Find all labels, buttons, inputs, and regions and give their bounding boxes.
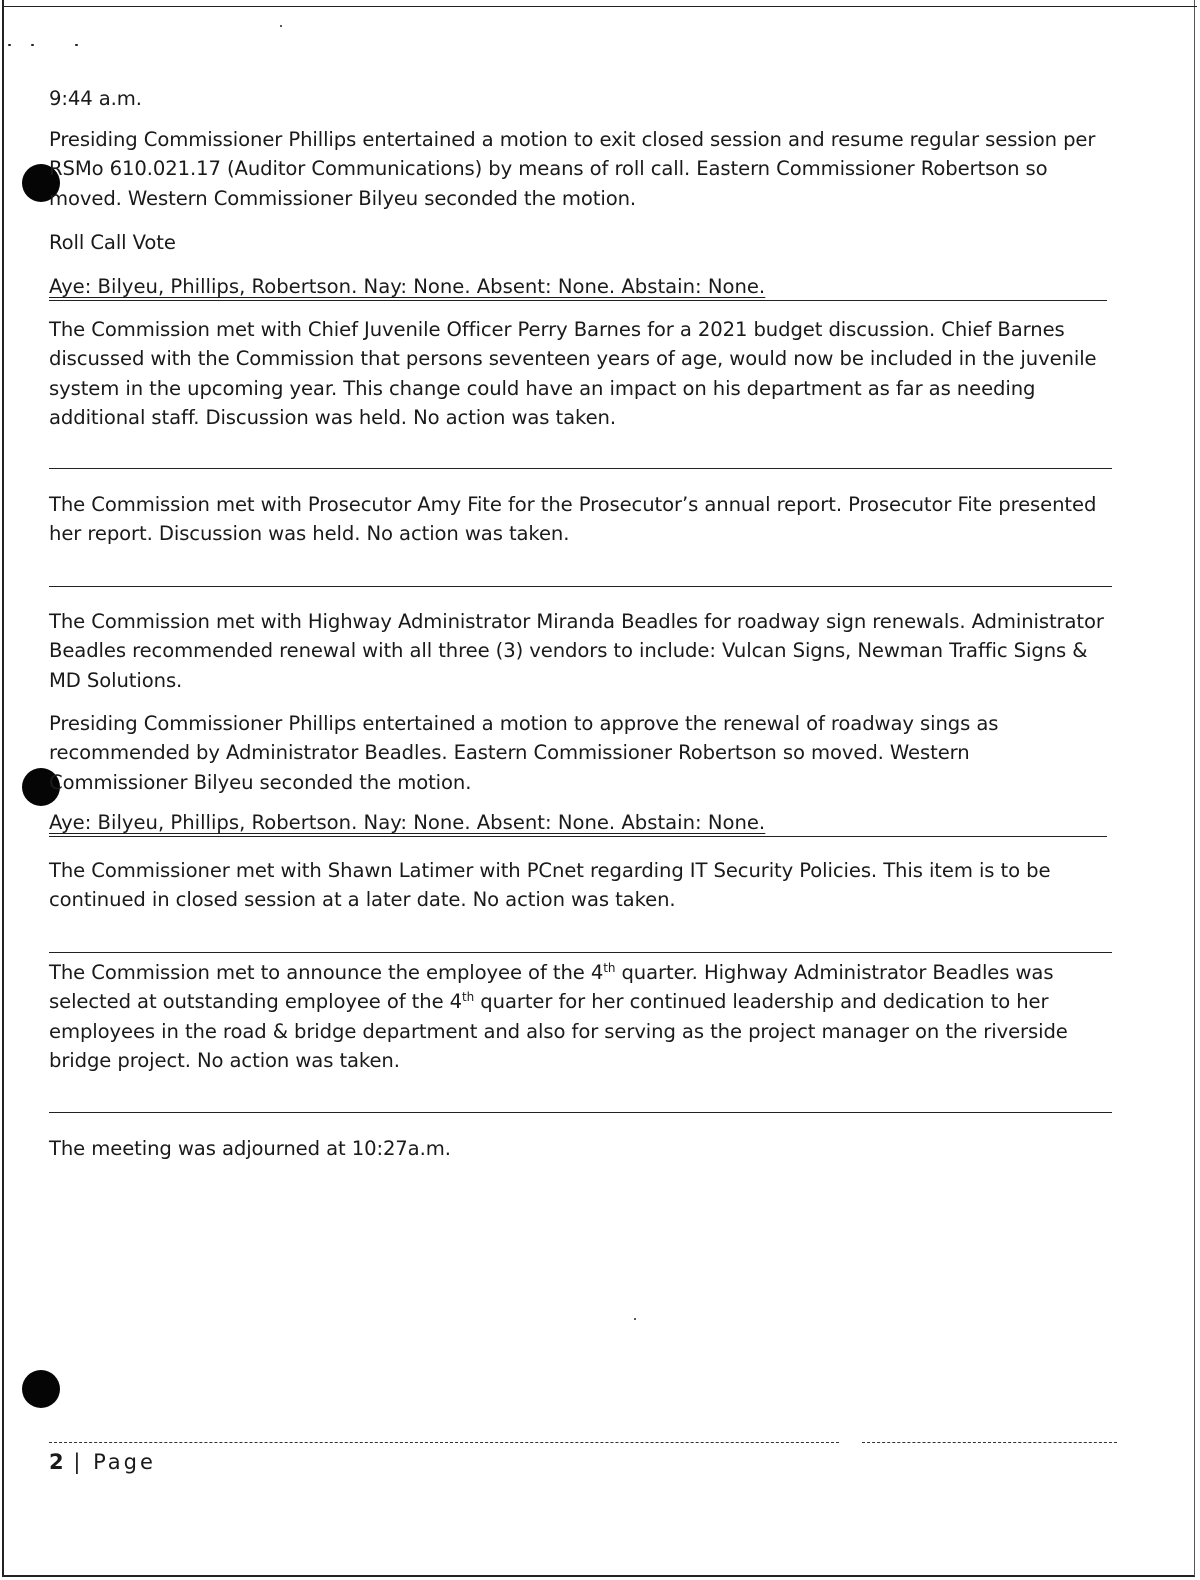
paragraph-prosecutor: The Commission met with Prosecutor Amy Fite for the Prosecutor’s annual report. Prosecutor Fite presented her report. Discussion was held. No action was taken. — [49, 493, 1097, 546]
vote-result-1-text: Aye: Bilyeu, Phillips, Robertson. Nay: None. Absent: None. Abstain: None. — [49, 275, 766, 298]
paragraph-adjourned: The meeting was adjourned at 10:27a.m. — [49, 1137, 451, 1160]
paragraph-closed-session: Presiding Commissioner Phillips entertained a motion to exit closed session and resume regular session per RSMo 610.021.17 (Auditor Communications) by means of roll call. Eastern Commissioner Robertson so moved. Western Commissioner Bilyeu seconded the motion. — [49, 128, 1096, 210]
employee-text-2: quarter. Highway Administrator Beadles was selected at outstanding employee of the 4 — [49, 961, 1054, 1014]
section-divider — [49, 952, 1112, 953]
vote-result-2-text: Aye: Bilyeu, Phillips, Robertson. Nay: None. Absent: None. Abstain: None. — [49, 811, 766, 834]
employee-text-1: The Commission met to announce the employee of the 4 — [49, 961, 604, 984]
page-label: Page — [93, 1450, 156, 1474]
section-divider — [49, 586, 1112, 587]
paragraph-employee — [49, 958, 1114, 1075]
section-divider — [49, 468, 1112, 469]
time-start: 9:44 a.m. — [49, 87, 142, 110]
employee-sup-2: th — [462, 990, 475, 1005]
top-rule — [2, 6, 1197, 7]
employee-sup-1: th — [603, 961, 616, 975]
paragraph-motion-signs: Presiding Commissioner Phillips entertained a motion to approve the renewal of roadway sings as recommended by Administrator Beadles. Eastern Commissioner Robertson so moved. Western Commissioner Bilyeu seconded the motion. — [49, 712, 999, 794]
footer-rule — [49, 1442, 839, 1443]
scan-speck — [8, 44, 11, 46]
paragraph-highway: The Commission met with Highway Administrator Miranda Beadles for roadway sign renewals. Administrator Beadles recommended renewal with all three (3) vendors to include: Vulcan Signs, Newman Traffic Signs & MD Solutions. — [49, 610, 1104, 692]
employee-text-3: quarter for her continued leadership and dedication to her employees in the road & bridge department and also for serving as the project manager on the riverside bridge project. No action was taken. — [49, 990, 1068, 1072]
paragraph-juvenile: The Commission met with Chief Juvenile Officer Perry Barnes for a 2021 budget discussion. Chief Barnes discussed with the Commission that persons seventeen years of age, would now be included in the juvenile system in the upcoming year. This change could have an impact on his department as far as needing additional staff. Discussion was held. No action was taken. — [49, 318, 1097, 429]
scan-speck — [75, 44, 78, 46]
scan-speck — [634, 1318, 636, 1320]
punch-hole — [22, 1370, 60, 1408]
section-divider — [49, 1112, 1112, 1113]
scan-speck — [31, 44, 34, 46]
page-footer — [49, 1448, 156, 1476]
vote-result-1 — [49, 276, 1107, 301]
paragraph-it-security: The Commissioner met with Shawn Latimer with PCnet regarding IT Security Policies. This item is to be continued in closed session at a later date. No action was taken. — [49, 859, 1051, 912]
page-separator: | — [73, 1450, 84, 1474]
roll-call-label: Roll Call Vote — [49, 231, 176, 254]
scan-speck — [280, 25, 282, 27]
vote-result-2 — [49, 812, 1107, 837]
footer-rule — [862, 1442, 1117, 1443]
page-number: 2 — [49, 1450, 64, 1474]
